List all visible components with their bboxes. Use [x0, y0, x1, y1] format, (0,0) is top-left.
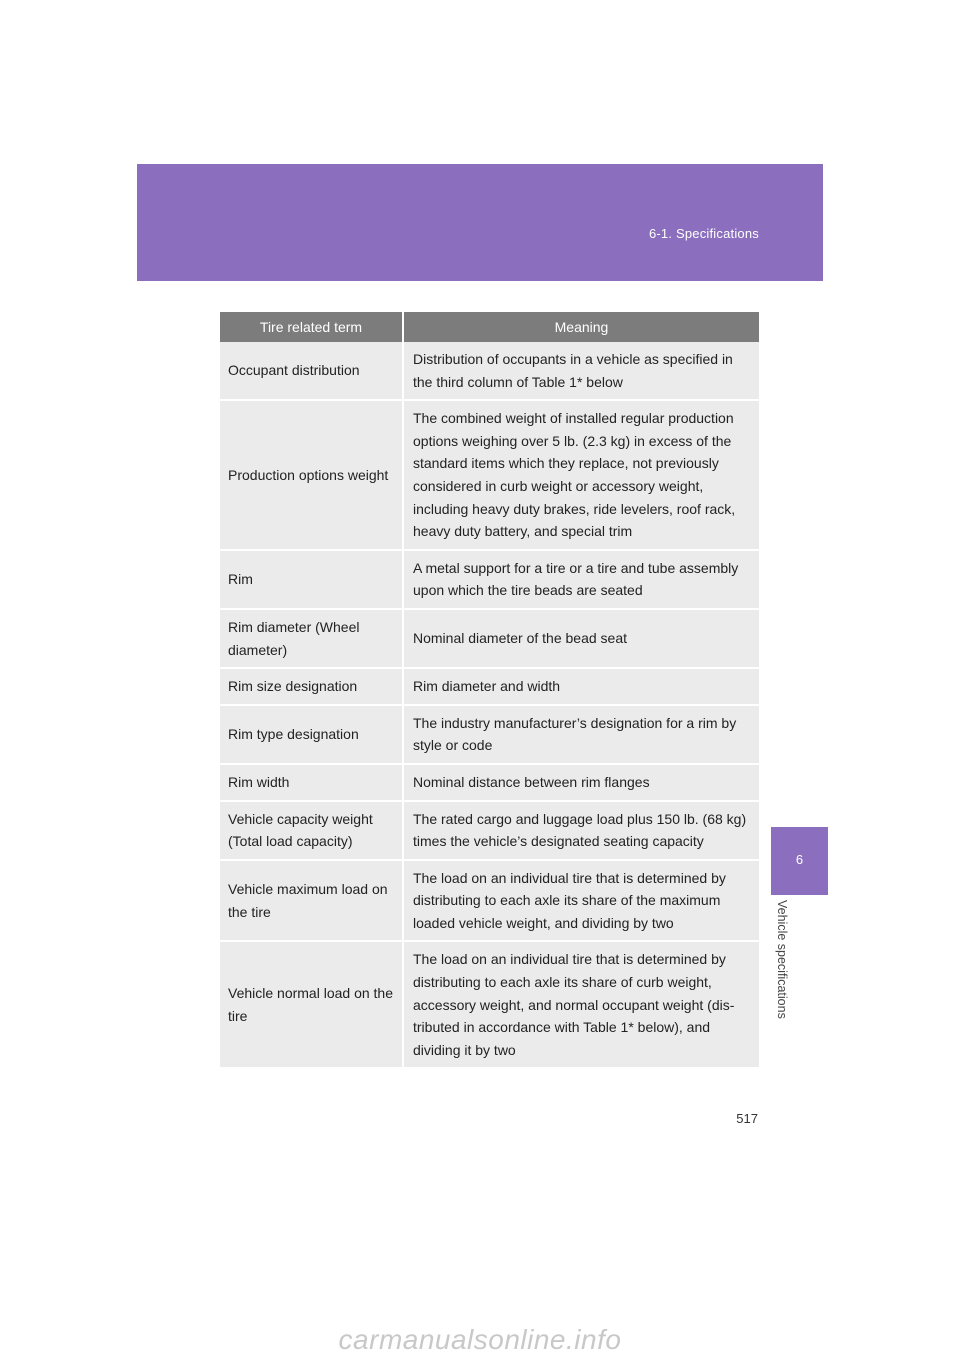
term-cell: Rim type designation	[220, 705, 403, 764]
page-number: 517	[736, 1111, 758, 1126]
term-cell: Rim	[220, 550, 403, 609]
meaning-cell: The rated cargo and luggage load plus 150 lb. (68 kg) times the vehicle’s designated seating capacity	[403, 801, 759, 860]
meaning-cell: Distribution of occupants in a vehicle as specified in the third column of Table 1* below	[403, 342, 759, 400]
chapter-header-band	[137, 164, 823, 281]
table-row	[220, 342, 759, 400]
chapter-label: Vehicle specifications	[775, 900, 789, 1019]
table-header-row	[220, 312, 759, 342]
column-header-term: Tire related term	[220, 312, 403, 342]
meaning-cell: The combined weight of installed regular production options weighing over 5 lb. (2.3 kg) in excess of the standard items which they replace, not previously considered in curb weight or accessory weight, including heavy duty brakes, ride levelers, roof rack, heavy duty battery, and special trim	[403, 400, 759, 550]
table-row	[220, 705, 759, 764]
column-header-meaning: Meaning	[403, 312, 759, 342]
table-row	[220, 801, 759, 860]
chapter-number: 6	[795, 852, 804, 867]
term-cell: Rim width	[220, 764, 403, 801]
meaning-cell: Rim diameter and width	[403, 668, 759, 705]
table-row	[220, 668, 759, 705]
tire-terms-table	[220, 312, 759, 1069]
table-row	[220, 941, 759, 1068]
chapter-tab	[771, 827, 828, 895]
table-row	[220, 609, 759, 668]
meaning-cell: The load on an individual tire that is determined by distributing to each axle its share of curb weight, accessory weight, and normal occupant weight (dis-tributed in accordance with Table 1* below), and dividing it by two	[403, 941, 759, 1068]
table-row	[220, 764, 759, 801]
term-cell: Production options weight	[220, 400, 403, 550]
table-row	[220, 550, 759, 609]
section-title: 6-1. Specifications	[648, 226, 759, 241]
meaning-cell: The load on an individual tire that is determined by distributing to each axle its share of the maximum loaded vehicle weight, and dividing by two	[403, 860, 759, 942]
term-cell: Occupant distribution	[220, 342, 403, 400]
term-cell: Vehicle capacity weight (Total load capacity)	[220, 801, 403, 860]
table-row	[220, 400, 759, 550]
meaning-cell: Nominal diameter of the bead seat	[403, 609, 759, 668]
meaning-cell: Nominal distance between rim flanges	[403, 764, 759, 801]
term-cell: Vehicle normal load on the tire	[220, 941, 403, 1068]
meaning-cell: A metal support for a tire or a tire and tube assembly upon which the tire beads are seated	[403, 550, 759, 609]
term-cell: Vehicle maximum load on the tire	[220, 860, 403, 942]
meaning-cell: The industry manufacturer’s designation for a rim by style or code	[403, 705, 759, 764]
table-row	[220, 860, 759, 942]
term-cell: Rim diameter (Wheel diameter)	[220, 609, 403, 668]
watermark: carmanualsonline.info	[338, 1324, 622, 1355]
term-cell: Rim size designation	[220, 668, 403, 705]
